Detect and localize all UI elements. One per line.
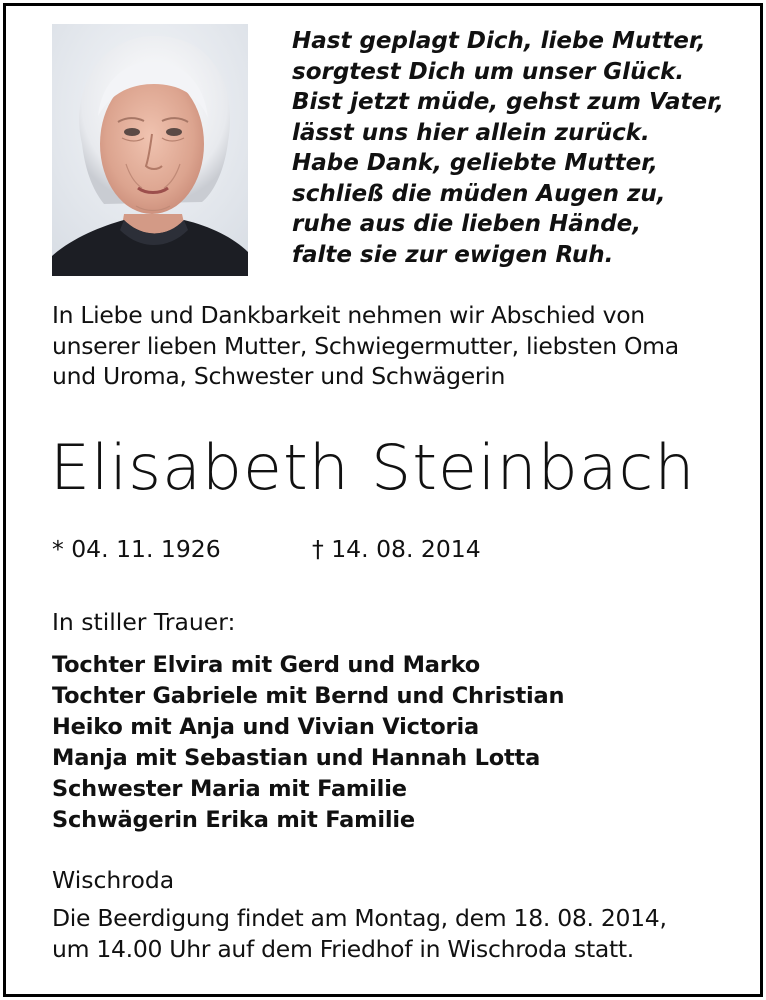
intro-line: unserer lieben Mutter, Schwiegermutter, liebsten Oma — [52, 331, 679, 360]
mourners-list — [52, 650, 732, 836]
poem-line: falte sie zur ewigen Ruh. — [292, 241, 614, 268]
portrait-photo — [52, 24, 248, 276]
death-date: † 14. 08. 2014 — [312, 535, 481, 563]
poem-line: Hast geplagt Dich, liebe Mutter, — [292, 28, 706, 54]
mourner-entry: Heiko mit Anja und Vivian Victoria — [52, 714, 479, 740]
funeral-notice — [52, 903, 732, 965]
mourner-entry: Tochter Elvira mit Gerd und Marko — [52, 652, 481, 678]
poem-line: Bist jetzt müde, gehst zum Vater, — [292, 89, 724, 115]
intro-line: In Liebe und Dankbarkeit nehmen wir Abschied von — [52, 301, 645, 329]
mourner-entry: Schwester Maria mit Familie — [52, 776, 407, 802]
intro-line: und Uroma, Schwester und Schwägerin — [52, 362, 506, 390]
poem-line: lässt uns hier allein zurück. — [292, 119, 650, 146]
funeral-line: um 14.00 Uhr auf dem Friedhof in Wischroda statt. — [52, 935, 634, 963]
mourning-label: In stiller Trauer: — [52, 608, 236, 636]
farewell-intro — [52, 300, 732, 392]
poem-line: ruhe aus die lieben Hände, — [292, 211, 641, 237]
deceased-name: Elisabeth Steinbach — [50, 431, 696, 504]
place-name: Wischroda — [52, 866, 175, 894]
poem-line: Habe Dank, geliebte Mutter, — [292, 150, 658, 176]
poem-line: schließ die müden Augen zu, — [292, 180, 666, 207]
poem-line: sorgtest Dich um unser Glück. — [292, 58, 685, 85]
birth-date: * 04. 11. 1926 — [52, 535, 221, 563]
mourner-entry: Tochter Gabriele mit Bernd und Christian — [52, 683, 565, 709]
mourner-entry: Manja mit Sebastian und Hannah Lotta — [52, 745, 541, 771]
funeral-line: Die Beerdigung findet am Montag, dem 18. 08. 2014, — [52, 904, 667, 932]
mourner-entry: Schwägerin Erika mit Familie — [52, 807, 415, 833]
memorial-poem — [292, 26, 732, 270]
